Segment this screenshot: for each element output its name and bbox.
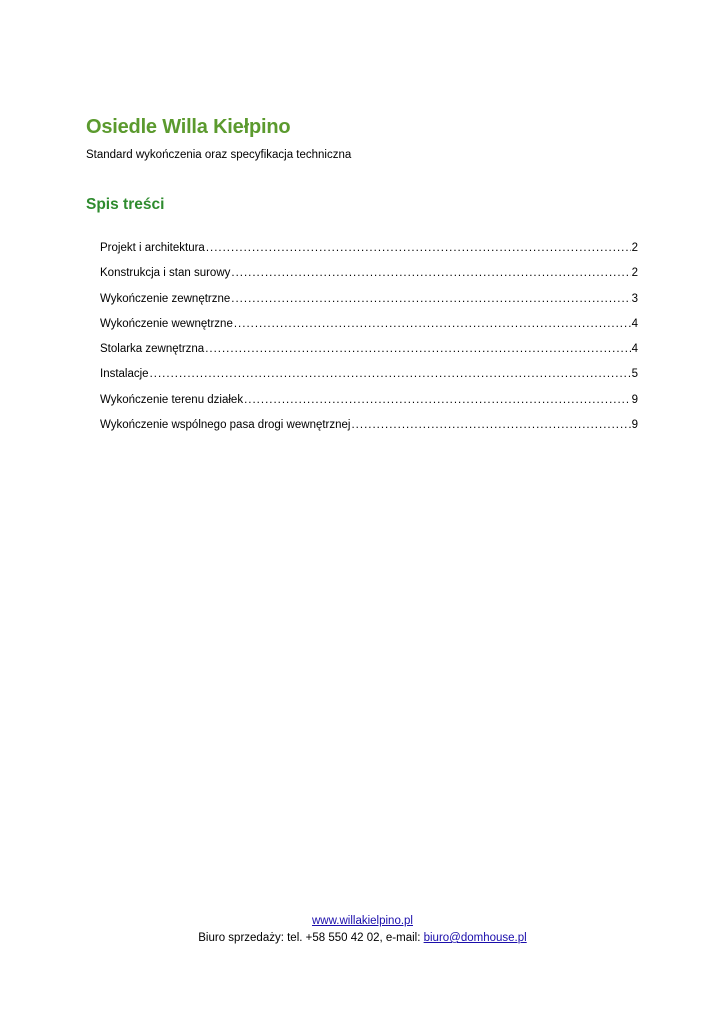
table-of-contents xyxy=(100,242,638,444)
toc-dot-leader xyxy=(244,394,631,406)
toc-entry-wykonczenie-wewnetrzne[interactable] xyxy=(100,318,638,343)
toc-entry-instalacje[interactable] xyxy=(100,368,638,393)
toc-entry-label: Instalacje xyxy=(100,368,149,381)
page-footer xyxy=(0,913,725,947)
toc-dot-leader xyxy=(234,318,631,330)
document-subtitle: Standard wykończenia oraz specyfikacja techniczna xyxy=(86,149,352,161)
toc-entry-page: 5 xyxy=(631,368,638,381)
footer-contact-line xyxy=(0,930,725,947)
toc-entry-label: Wykończenie wspólnego pasa drogi wewnętrznej xyxy=(100,419,351,432)
toc-entry-pas-drogi[interactable] xyxy=(100,419,638,444)
toc-entry-page: 9 xyxy=(631,393,638,406)
toc-entry-label: Konstrukcja i stan surowy xyxy=(100,267,231,280)
toc-entry-page: 2 xyxy=(631,267,638,280)
toc-entry-page: 2 xyxy=(631,242,638,254)
toc-entry-label: Wykończenie wewnętrzne xyxy=(100,317,233,330)
toc-dot-leader xyxy=(206,242,631,254)
email-link[interactable]: biuro@domhouse.pl xyxy=(423,932,527,944)
website-link[interactable]: www.willakielpino.pl xyxy=(312,915,413,927)
document-title: Osiedle Willa Kiełpino xyxy=(86,116,291,138)
toc-entry-page: 4 xyxy=(631,317,638,330)
toc-entry-label: Wykończenie terenu działek xyxy=(100,393,244,406)
toc-dot-leader xyxy=(351,419,630,431)
sales-office-contact: Biuro sprzedaży: tel. +58 550 42 02, e-mail: xyxy=(198,932,424,944)
toc-entry-page: 9 xyxy=(631,419,638,432)
toc-entry-wykonczenie-zewnetrzne[interactable] xyxy=(100,293,638,318)
toc-heading: Spis treści xyxy=(86,196,165,213)
toc-entry-teren-dzialek[interactable] xyxy=(100,394,638,419)
toc-entry-stolarka[interactable] xyxy=(100,343,638,368)
toc-dot-leader xyxy=(231,267,630,279)
toc-entry-label: Wykończenie zewnętrzne xyxy=(100,292,231,305)
toc-entry-label: Stolarka zewnętrzna xyxy=(100,343,205,356)
toc-dot-leader xyxy=(150,368,631,380)
footer-website-line xyxy=(0,913,725,930)
toc-entry-page: 4 xyxy=(631,343,638,356)
toc-dot-leader xyxy=(231,293,630,305)
toc-entry-page: 3 xyxy=(631,292,638,305)
toc-entry-konstrukcja[interactable] xyxy=(100,267,638,292)
toc-entry-label: Projekt i architektura xyxy=(100,242,205,254)
toc-dot-leader xyxy=(205,343,630,355)
toc-entry-projekt[interactable] xyxy=(100,242,638,267)
